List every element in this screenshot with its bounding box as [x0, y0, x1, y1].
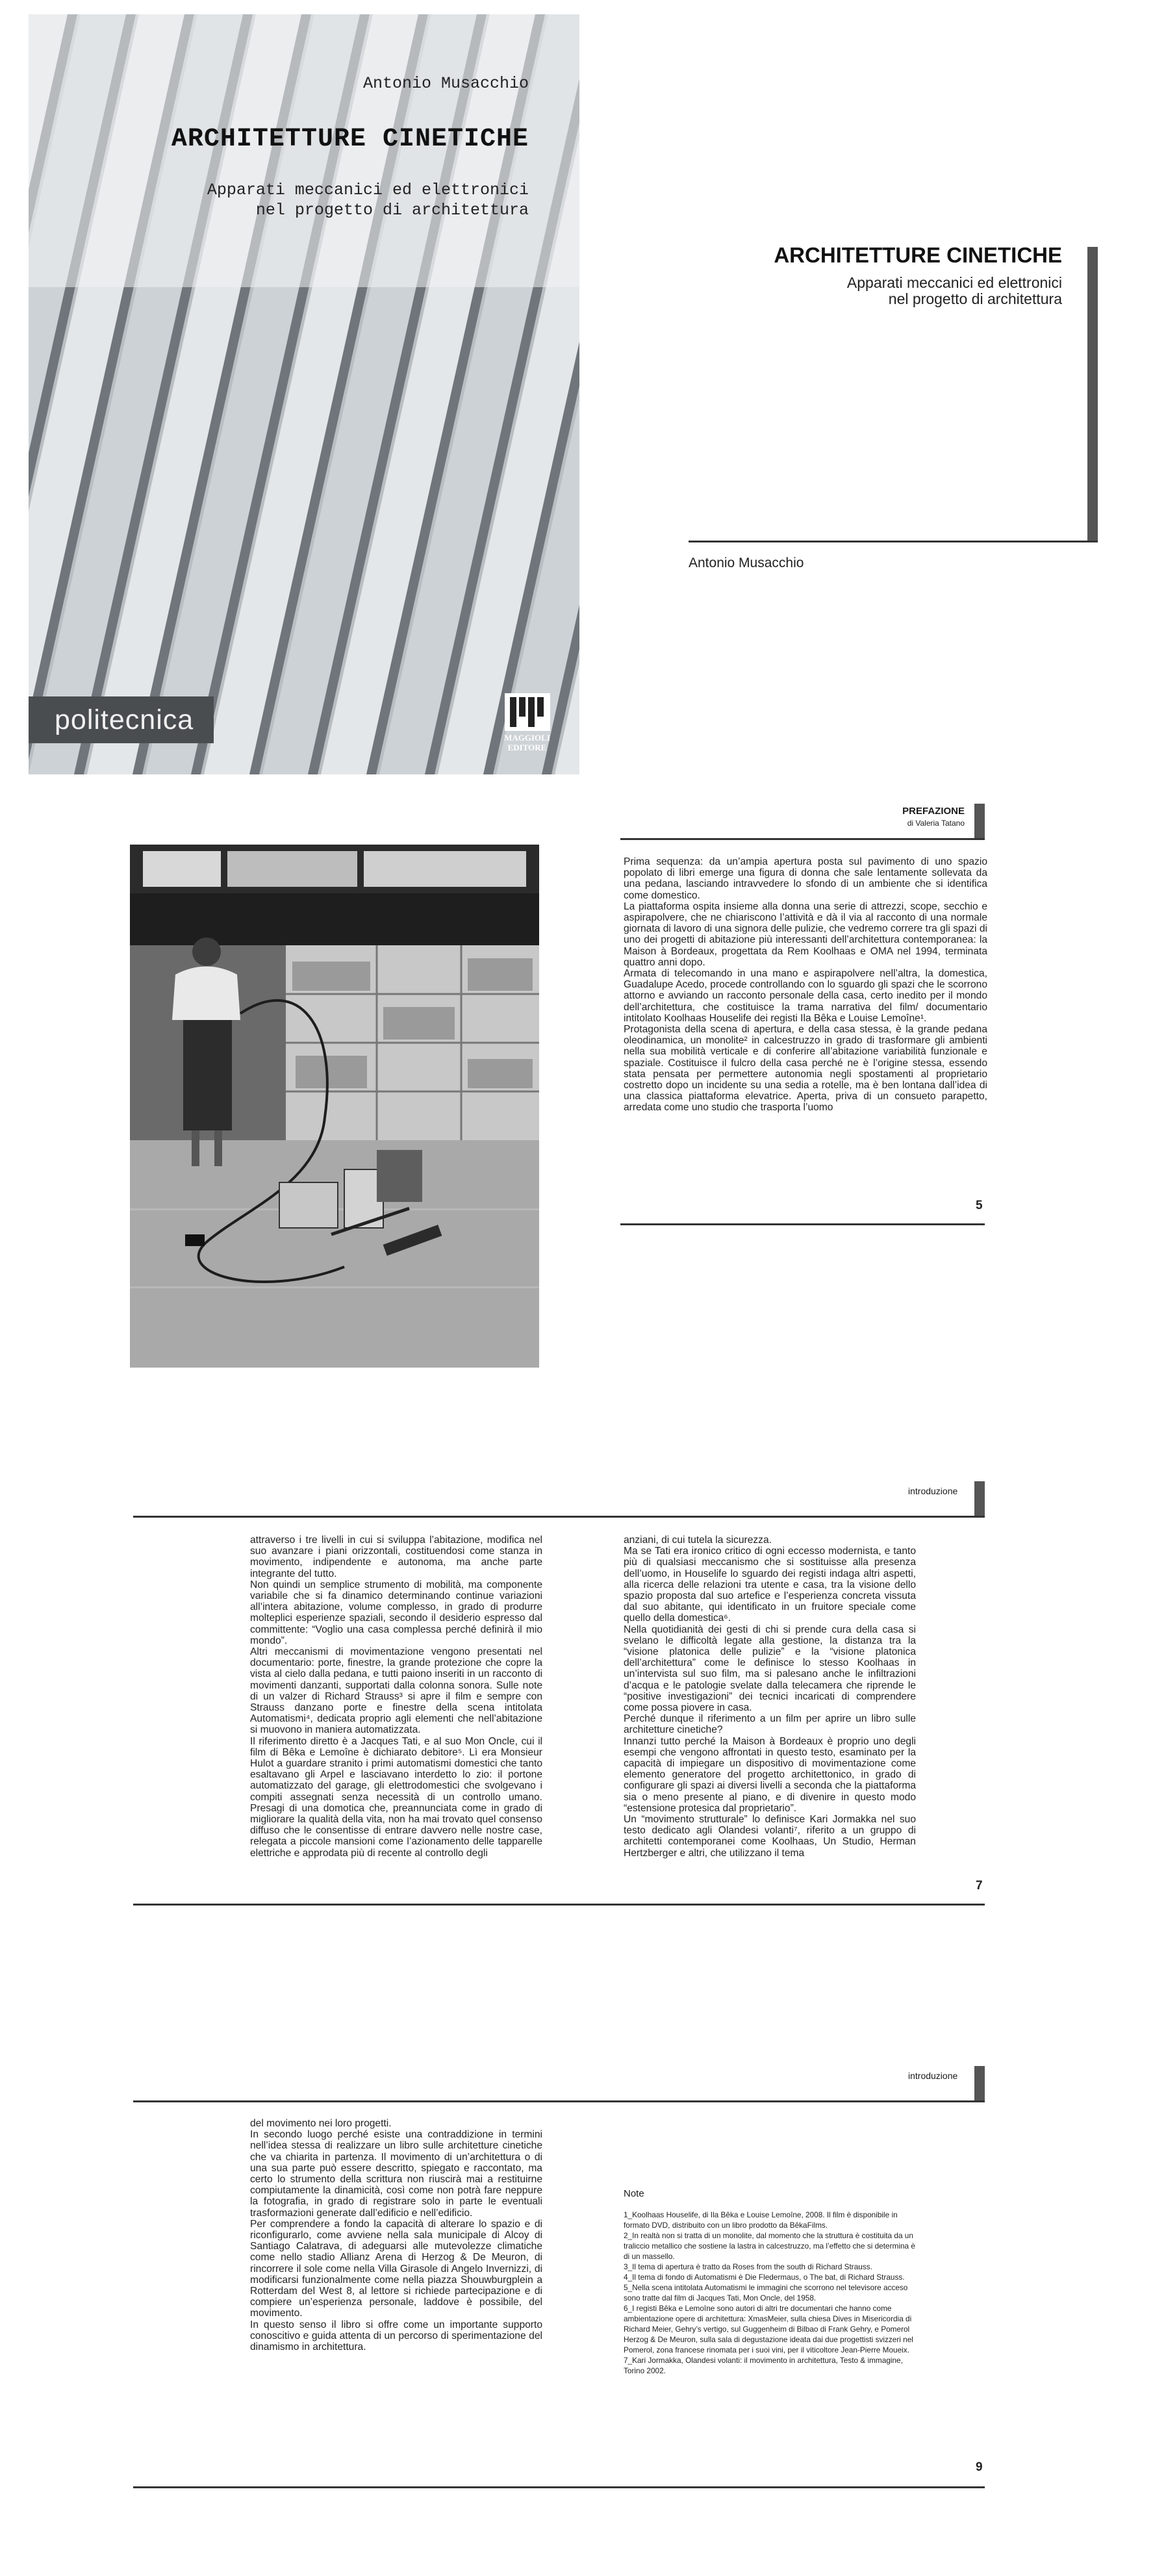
page-number: 7 [976, 1879, 983, 1893]
paragraph: Perché dunque il riferimento a un film per aprire un libro sulle architetture cinetiche? [624, 1713, 916, 1736]
notes-title: Note [624, 2188, 644, 2199]
page7-left-column [250, 1535, 542, 1859]
paragraph: Ma se Tati era ironico critico di ogni eccesso modernista, e tanto più di qualsiasi meccanismo che si sostituisse alla presenza dell’uomo, in Houselife lo sguardo dei registi indaga altri aspetti, alla ricerca delle relazioni tra utente e casa, tra la visione dello spazio proposta dal suo artefice e l’esperienza concreta vissuta dal suo abitante, qui identificato in un fruitore speciale come quello della domestica⁶. [624, 1546, 916, 1624]
title-page-title: ARCHITETTURE CINETICHE [774, 243, 1062, 267]
note: 1_Koolhaas Houselife, di Ila Bêka e Louise Lemoîne, 2008. Il film è disponibile in formato DVD, distribuito con un libro prodotto da BêkaFilms. [624, 2210, 898, 2230]
cover-title: ARCHITETTURE CINETICHE [171, 125, 529, 154]
page9-header-rule [133, 2100, 985, 2102]
note: 6_I registi Bêka e Lemoîne sono autori di altri tre documentari che hanno come ambientazione opere di architettura: XmasMeier, sulla chiesa Dives in Misericordia di Richard Meier, Gehry’s vertigo, sul Guggenheim di Bilbao di Frank Gehry, e Pomerol Herzog & De Meuron, sulla sala di degustazione ideata dai due progettisti svizzeri nel Pomerol, zona francese rinomata per i suoi vini, per il viticoltore Jean-Pierre Moueix. [624, 2304, 913, 2354]
section-title: introduzione [908, 2071, 958, 2081]
paragraph: anziani, di cui tutela la sicurezza. [624, 1535, 772, 1546]
page9-footer-rule [133, 2486, 985, 2488]
page-number: 5 [976, 1199, 983, 1212]
paragraph: Armata di telecomando in una mano e aspirapolvere nell’altra, la domestica, Guadalupe Acedo, procede controllando con lo sguardo gli spazi che le scorrono attorno e avviando un racconto personale della casa, certo inedito per il mondo dell’architettura, che costituisce la trama narrativa del film/ documentario intitolato Koolhaas Houselife dei registi Ila Bêka e Louise Lemoîne¹. [624, 968, 987, 1024]
page5-header [902, 806, 965, 828]
preface-photo [130, 845, 539, 1368]
page7-footer-rule [133, 1904, 985, 1906]
section-title: introduzione [908, 1486, 958, 1496]
page5-header-rule [620, 838, 985, 840]
note: 3_Il tema di apertura è tratto da Roses from the south di Richard Strauss. [624, 2262, 872, 2271]
cover-subtitle-line1: Apparati meccanici ed elettronici [207, 181, 529, 199]
title-page-subtitle-line1: Apparati meccanici ed elettronici [846, 274, 1062, 291]
publisher-logo-icon [505, 693, 550, 731]
publisher-logo [500, 693, 555, 752]
page5-header-bar [974, 804, 985, 839]
page9-left-column [250, 2118, 542, 2353]
publisher-name: MAGGIOLI [504, 733, 550, 743]
paragraph: Altri meccanismi di movimentazione vengono presentati nel documentario: porte, finestre, la grande protezione che copre la vista al cielo dalla pedana, e tutti paiono inseriti in un racconto di movimenti danzanti, supportati dalla colonna sonora. Sulle note di un valzer di Richard Strauss³ si apre il film e sempre con Strauss danzano porte e finestre della scena intitolata Automatismi⁴, dedicata proprio agli elementi che nell’abitazione si muovono in maniera automatizzata. [250, 1646, 542, 1736]
page-number: 9 [976, 2460, 983, 2474]
cleaning-lady-photo [130, 845, 539, 1368]
paragraph: Il riferimento diretto è a Jacques Tati, e al suo Mon Oncle, cui il film di Bêka e Lemoîne è dichiarato debitore⁵. Lì era Monsieur Hulot a guardare stranito i primi automatismi domestici che tanto esaltavano gli Arpel e lasciavano interdetto lo zio: il portone automatizzato del garage, gli elettrodomestici che svolgevano i compiti assegnati senza necessità di un controllo umano. Presagi di una domotica che, preannunciata come in grado di migliorare la qualità della vita, non ha mai trovato quel consenso diffuso che le consentisse di entrare davvero nelle nostre case, relegata a piccole mansioni come l’azionamento delle tapparelle elettriche e approdata più di recente al controllo degli [250, 1735, 542, 1859]
paragraph: Un “movimento strutturale” lo definisce Kari Jormakka nel suo testo dedicato agli Olandesi volanti⁷, riferito a un gruppo di architetti contemporanei come Koolhaas, Un Studio, Herman Hertzberger e altri, che utilizzano il tema [624, 1814, 916, 1859]
paragraph: Innanzi tutto perché la Maison à Bordeaux è proprio uno degli esempi che vengono affrontati in questo testo, esaminato per la capacità di impiegare un dispositivo di movimentazione come elemento generatore del progetto architettonico, in grado di configurare gli spazi ai diversi livelli a seconda che la piattaforma sia o meno presente al piano, e di divenire in questo modo “estensione protesica dal proprietario”. [624, 1735, 916, 1814]
paragraph: Protagonista della scena di apertura, e della casa stessa, è la grande pedana oleodinamica, un monolite² in calcestruzzo in grado di trasformare gli ambienti nella sua mobilità verticale e di conferire all’abitazione variabilità funzionale e spaziale. Costituisce il fulcro della casa perché ne è l’origine stessa, essendo stata pensata per permettere autonomia negli spostamenti al proprietario costretto dopo un incidente su una sedia a rotelle, ma è ben lontana dall’idea di una classica piattaforma elevatrice. Aperta, priva di un consueto parapetto, arredata come uno studio che trasporta l’uomo [624, 1024, 987, 1114]
paragraph: Non quindi un semplice strumento di mobilità, ma componente variabile che si fa dinamico determinando continue variazioni all’intera abitazione, volume complesso, in grado di produrre molteplici esperienze spaziali, secondo il desiderio espresso dal committente: “Voglio una casa complessa perché definirà il mio mondo”. [250, 1579, 542, 1646]
page7-right-column [624, 1535, 916, 1859]
page7-header-bar [974, 1481, 985, 1517]
publisher-type: EDITORE [507, 743, 547, 752]
title-page-accent-bar [1087, 247, 1098, 542]
page5-body [624, 856, 987, 1114]
notes-list [624, 2210, 916, 2376]
section-title: PREFAZIONE [902, 806, 965, 817]
paragraph: In secondo luogo perché esiste una contraddizione in termini nell’idea stessa di realizzare un libro sulle architetture cinetiche che va chiarita in partenza. Il movimento di un’architettura o di una sua parte può essere descritto, spiegato e raccontato, ma certo lo strumento della scrittura non riuscirà mai a restituirne compiutamente la dinamicità, così come non potrà fare neppure la fotografia, in grado di registrare solo in parte le eventuali trasformazioni generate dall’edificio e nell’edificio. [250, 2129, 542, 2219]
paragraph: Per comprendere a fondo la capacità di alterare lo spazio e di riconfigurarlo, come avviene nella sala municipale di Alcoy di Santiago Calatrava, di adeguarsi alle mutevolezze climatiche come nello stadio Allianz Arena di Herzog & De Meuron, di rincorrere il sole come nella Villa Girasole di Angelo Invernizzi, di modificarsi funzionalmente come nella piazza Shouwburgplein a Rotterdam del West 8, al lettore si richiede partecipazione e di compiere un’esperienza personale, laddove è possibile, del movimento. [250, 2218, 542, 2319]
cover-subtitle [139, 180, 529, 220]
title-page-author: Antonio Musacchio [689, 555, 804, 570]
paragraph: del movimento nei loro progetti. [250, 2118, 392, 2129]
page9-header-bar [974, 2066, 985, 2102]
paragraph: Nella quotidianità dei gesti di chi si prende cura della casa si svelano le difficoltà legate alla gestione, la distanza tra la “visione platonica delle pulizie” e la “visione platonica dell’architettura” come le definisce lo stesso Koolhaas in un’intervista sul suo film, ma si palesano anche le infiltrazioni d’acqua e le patologie svelate dalla telecamera che riprende le “positive investigazioni” dei tecnici incaricati di comprendere come possa piovere in casa. [624, 1624, 916, 1714]
page7-header-rule [133, 1516, 985, 1518]
note: 2_In realtà non si tratta di un monolite, dal momento che la struttura è costituita da un traliccio metallico che sostiene la lastra in calcestruzzo, ma l’effetto che si determina è di un massello. [624, 2231, 915, 2261]
paragraph: Prima sequenza: da un’ampia apertura posta sul pavimento di uno spazio popolato di libri emerge una figura di donna che sale lentamente sollevata da una pedana, lasciando intravvedere lo sfondo di un ambiente che si identifica come domestico. [624, 856, 987, 901]
note: 7_Kari Jormakka, Olandesi volanti: il movimento in architettura, Testo & immagine, Torino 2002. [624, 2356, 903, 2375]
paragraph: In questo senso il libro si offre come un importante supporto conoscitivo e guida attenta di un percorso di sperimentazione del dinamismo in architettura. [250, 2319, 542, 2353]
page5-footer-rule [620, 1223, 985, 1225]
title-page-subtitle-line2: nel progetto di architettura [888, 290, 1062, 307]
cover-author: Antonio Musacchio [362, 74, 529, 93]
paragraph: attraverso i tre livelli in cui si sviluppa l’abitazione, modifica nel suo avanzare i piani orizzontali, costituendosi come stanza in movimento, indipendente e autonoma, ma anche parte integrante del tutto. [250, 1535, 542, 1579]
title-page-rule [689, 541, 1098, 542]
cover-subtitle-line2: nel progetto di architettura [255, 201, 529, 220]
note: 4_Il tema di fondo di Automatismi è Die Fledermaus, o The bat, di Richard Strauss. [624, 2273, 905, 2282]
book-cover [29, 14, 579, 774]
title-page-subtitle [802, 275, 1062, 307]
section-byline: di Valeria Tatano [907, 819, 965, 828]
series-badge: politecnica [29, 696, 214, 743]
notes-section [624, 2188, 916, 2376]
note: 5_Nella scena intitolata Automatismi le immagini che scorrono nel televisore acceso sono tratte dal film di Jacques Tati, Mon Oncle, del 1958. [624, 2283, 908, 2302]
paragraph: La piattaforma ospita insieme alla donna una serie di attrezzi, scope, secchio e aspirapolvere, che ne chiariscono l’attività e dà il via al racconto di una normale giornata di lavoro di una signora delle pulizie, che vedremo correre tra gli spazi di uno dei progetti di abitazione più interessanti dell’architettura contemporanea: la Maison à Bordeaux, progettata da Rem Koolhaas e OMA nel 1994, terminata quattro anni dopo. [624, 900, 987, 968]
